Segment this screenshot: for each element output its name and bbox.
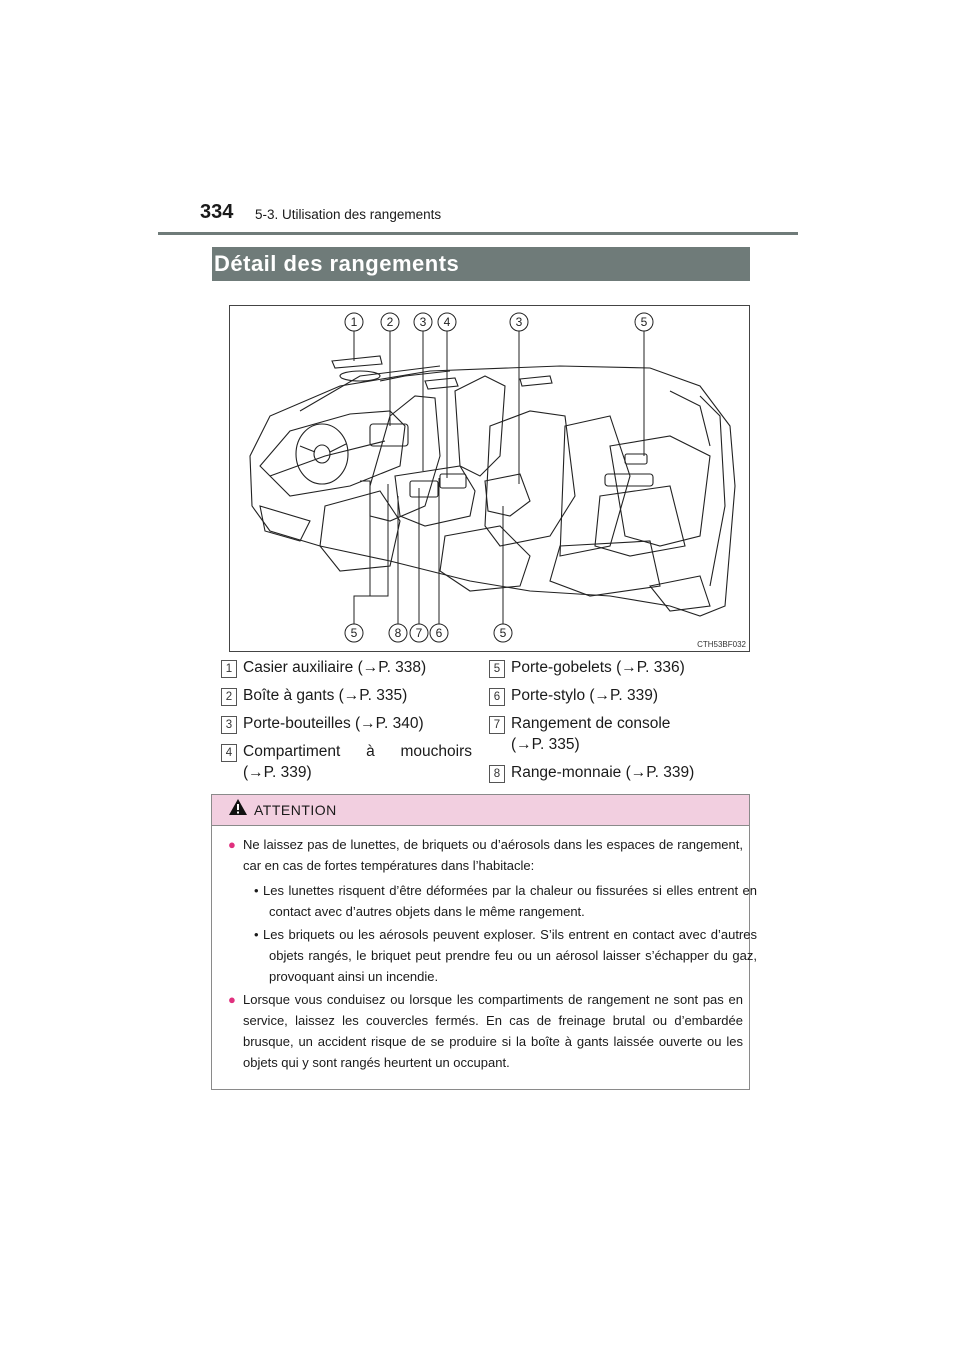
callout-5-bottom-b [494,624,512,642]
attention-title: ATTENTION [254,802,337,818]
svg-text:7: 7 [415,626,423,640]
callout-3-top-b [510,313,528,331]
chapter-title: 5-3. Utilisation des rangements [255,207,442,222]
legend-text-1: Casier auxiliaire (→P. 338) [243,659,427,676]
callout-2-top [381,313,399,331]
svg-text:8: 8 [394,626,402,640]
attention-sub-1: • Les lunettes risquent d’être déformées par la chaleur ou fissurées si elles entrent en contact avec d’autres objets dans le même rangement. [254,883,757,919]
legend-num-3: 3 [221,716,237,734]
attention-bullet-2: Lorsque vous conduisez ou lorsque les compartiments de rangement ne sont pas en service, laissez les couvercles fermés. En cas de freinage brutal ou d’embardée brusque, un accident risque de se produire si la boîte à gants laissée ouverte ou les objets qui y sont rangés heurtent un occupant. [243,992,743,1070]
bullet-dot-1: ● [228,837,236,852]
callout-3-top-a [414,313,432,331]
callout-5-top [635,313,653,331]
bullet-dot-2: ● [228,992,236,1007]
car-interior-illustration [229,305,750,652]
legend-text-8: Range-monnaie (→P. 339) [511,764,695,781]
svg-text:3: 3 [515,315,523,329]
illustration-code: CTH53BF032 [697,640,746,649]
callout-4-top [438,313,456,331]
legend-num-5: 5 [489,660,505,678]
legend-text-7-line2: (→P. 335) [511,736,580,753]
section-title: Détail des rangements [214,251,460,276]
header-rule [158,232,798,235]
legend-text-7-line1: Rangement de console [511,715,671,732]
legend-text-3: Porte-bouteilles (→P. 340) [243,715,424,732]
callout-8-bottom [389,624,407,642]
callout-1-top [345,313,363,331]
legend-num-8: 8 [489,765,505,783]
legend-num-1: 1 [221,660,237,678]
warning-icon [228,798,248,816]
car-interior-drawing [230,306,749,651]
callout-5-bottom-a [345,624,363,642]
svg-text:1: 1 [350,315,358,329]
legend-text-4-line1: Compartiment à mouchoirs [243,743,472,760]
legend-num-2: 2 [221,688,237,706]
svg-text:5: 5 [640,315,648,329]
svg-text:5: 5 [499,626,507,640]
callout-7-bottom [410,624,428,642]
legend-text-2: Boîte à gants (→P. 335) [243,687,408,704]
legend-text-4-line2: (→P. 339) [243,764,312,781]
svg-text:2: 2 [386,315,394,329]
svg-text:3: 3 [419,315,427,329]
legend-text-5: Porte-gobelets (→P. 336) [511,659,685,676]
legend-num-4: 4 [221,744,237,762]
attention-sub-2: • Les briquets ou les aérosols peuvent exploser. S’ils entrent en contact avec d’autres objets rangés, le briquet peut prendre feu ou un aérosol laisser s’échapper du gaz, provoquant ainsi un incendie. [254,927,757,984]
page-number: 334 [200,201,234,223]
callout-6-bottom [430,624,448,642]
legend-num-6: 6 [489,688,505,706]
attention-bullet-1: Ne laissez pas de lunettes, de briquets ou d’aérosols dans les espaces de rangement, car en cas de fortes températures dans l’habitacle: [243,837,743,873]
svg-text:5: 5 [350,626,358,640]
legend-text-6: Porte-stylo (→P. 339) [511,687,659,704]
svg-text:4: 4 [443,315,451,329]
svg-text:6: 6 [435,626,443,640]
legend-num-7: 7 [489,716,505,734]
